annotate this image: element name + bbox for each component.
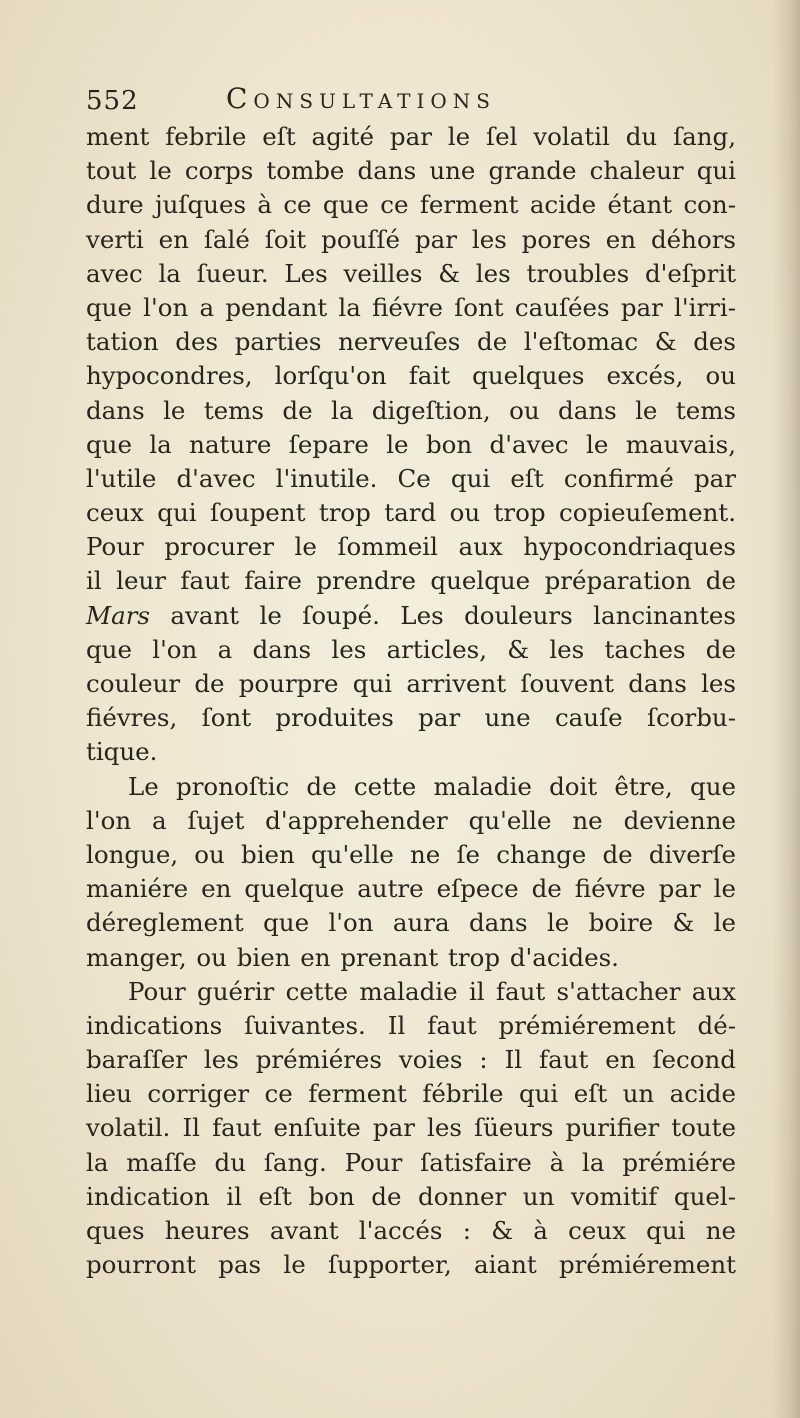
line-text: que la nature ſepare le bon d'avec le mauvais,	[86, 429, 736, 459]
text-line	[86, 394, 736, 428]
line-text: Pour guérir cette maladie il faut s'attacher aux	[128, 976, 736, 1006]
text-line	[86, 1180, 736, 1214]
text-line	[86, 906, 736, 940]
text-line	[86, 599, 736, 633]
line-text: indication il eſt bon de donner un vomitif quel-	[86, 1181, 736, 1211]
text-line	[86, 257, 736, 291]
text-line	[86, 770, 736, 804]
line-text: déreglement que l'on aura dans le boire & le	[86, 908, 736, 938]
line-text: ceux qui ſoupent trop tard ou trop copieuſement.	[86, 498, 736, 528]
line-text: ment febrile eſt agité par le ſel volatil du ſang,	[86, 122, 736, 151]
line-text: indications ſuivantes. Il faut prémiérement dé-	[86, 1010, 736, 1040]
text-line	[86, 941, 736, 975]
text-line	[86, 1111, 736, 1145]
text-line	[86, 291, 736, 325]
body-text	[86, 120, 736, 1282]
line-text: Pour procurer le ſommeil aux hypocondriaques	[86, 532, 736, 562]
line-text: que l'on a dans les articles, & les taches de	[86, 634, 736, 664]
line-text: tout le corps tombe dans une grande chaleur qui	[86, 156, 736, 186]
text-line	[86, 462, 736, 496]
line-text: lieu corriger ce ferment fébrile qui eſt un acide	[86, 1079, 736, 1109]
page-number: 552	[86, 86, 139, 116]
line-text: ques heures avant l'accés : & à ceux qui ne	[86, 1216, 736, 1245]
text-line	[86, 804, 736, 838]
line-text: avant le ſoupé. Les douleurs lancinantes	[149, 600, 736, 630]
line-text: que l'on a pendant la fiévre ſont cauſées par l'irri-	[86, 292, 736, 322]
line-text: manger, ou bien en prenant trop d'acides.	[86, 942, 619, 972]
text-line	[86, 838, 736, 872]
text-line	[86, 633, 736, 667]
text-line	[86, 701, 736, 735]
text-line	[86, 154, 736, 188]
line-text: l'utile d'avec l'inutile. Ce qui eſt confirmé par	[86, 463, 736, 493]
text-line	[86, 120, 736, 154]
line-text: la maſſe du ſang. Pour ſatisfaire à la prémiére	[86, 1147, 736, 1177]
line-text: verti en ſalé ſoit pouſſé par les pores en déhors	[86, 224, 736, 254]
line-text: l'on a ſujet d'apprehender qu'elle ne devienne	[86, 805, 736, 835]
text-line	[86, 359, 736, 393]
text-line	[86, 428, 736, 462]
line-text: baraſſer les prémiéres voies : Il faut en ſecond	[86, 1045, 736, 1075]
line-text: avec la ſueur. Les veilles & les troubles d'eſprit	[86, 258, 736, 288]
line-text: dans le tems de la digeſtion, ou dans le tems	[86, 395, 736, 425]
text-line	[86, 530, 736, 564]
line-text: hypocondres, lorſqu'on fait quelques excés, ou	[86, 361, 736, 391]
text-line	[86, 1146, 736, 1180]
italic-word: Mars	[86, 600, 150, 630]
line-text: couleur de pourpre qui arrivent ſouvent dans les	[86, 669, 736, 698]
line-text: dure juſques à ce que ce ferment acide étant con-	[86, 190, 736, 220]
text-line	[86, 1009, 736, 1043]
text-line	[86, 1077, 736, 1111]
text-line	[86, 735, 736, 769]
text-line	[86, 223, 736, 257]
text-line	[86, 325, 736, 359]
text-line	[86, 667, 736, 701]
text-block	[86, 80, 736, 1282]
text-line	[86, 872, 736, 906]
line-text: fiévres, ſont produites par une cauſe ſcorbu-	[86, 703, 736, 733]
text-line	[86, 188, 736, 222]
text-line	[86, 1248, 736, 1282]
text-line	[86, 496, 736, 530]
text-line	[86, 975, 736, 1009]
text-line	[86, 1043, 736, 1077]
line-text: longue, ou bien qu'elle ne ſe change de diverſe	[86, 839, 736, 869]
page-header	[86, 80, 736, 118]
line-text: volatil. Il faut enſuite par les ſüeurs purifier toute	[86, 1113, 736, 1143]
line-text: tique.	[86, 737, 158, 767]
page-edge-shadow	[772, 0, 800, 1418]
running-head: Consultations	[226, 82, 496, 115]
line-text: il leur faut faire prendre quelque préparation de	[86, 566, 736, 596]
line-text: maniére en quelque autre eſpece de fiévre par le	[86, 874, 736, 904]
text-line	[86, 1214, 736, 1248]
line-text: pourront pas le ſupporter, aiant prémiérement	[86, 1250, 736, 1280]
text-line	[86, 564, 736, 598]
line-text: tation des parties nerveuſes de l'eſtomac & des	[86, 327, 736, 357]
line-text: Le pronoſtic de cette maladie doit être, que	[128, 771, 736, 801]
